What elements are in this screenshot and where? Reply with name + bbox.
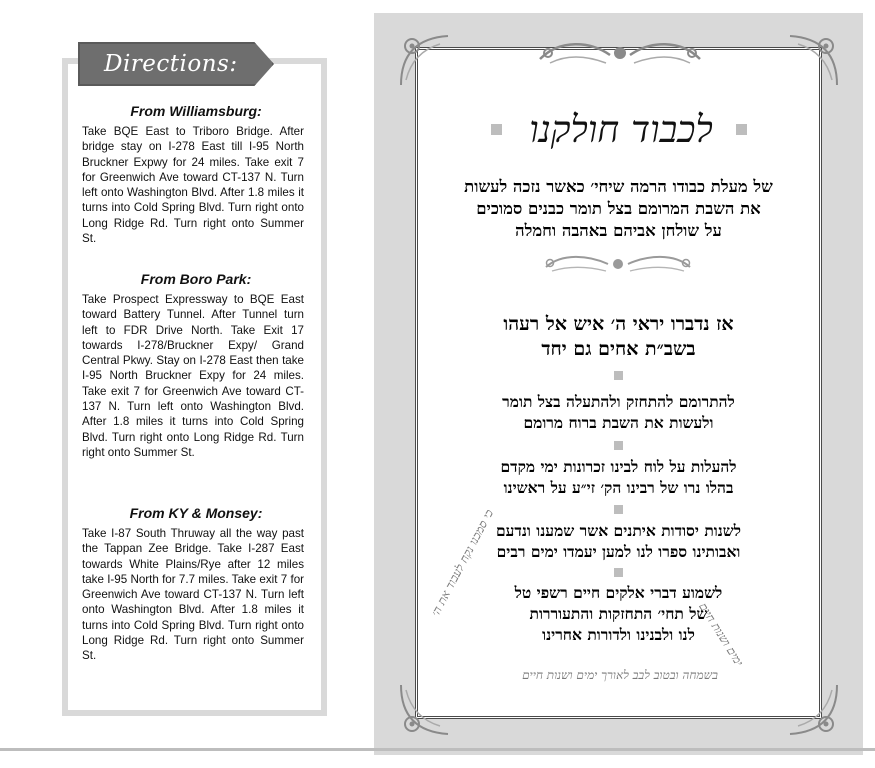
bullet-square	[614, 568, 623, 577]
point-3-line-2: ואבותינו ספרו לנו למען יעמדו ימים רבים	[496, 542, 741, 561]
section-heading-williamsburg: From Williamsburg:	[130, 103, 262, 119]
ornament-top-icon	[530, 37, 710, 71]
point-1-line-1: להתרומם להתחזק ולהתעלה בצל תומר	[502, 392, 735, 411]
directions-title: Directions:	[104, 51, 238, 77]
title-square-left	[491, 124, 502, 135]
point-3-line-1: לשנות יסודות איתנים אשר שמענו ונדעם	[495, 521, 742, 540]
ornament-middle-icon	[538, 249, 698, 279]
arc-text-right: ימים ושנות חיים	[696, 600, 747, 669]
flourish-top-right-icon	[782, 30, 842, 90]
arc-text-left: כי סמכנו נקח לעבוד את ה׳	[428, 507, 497, 619]
bullet-square	[614, 441, 623, 450]
section-text-ky-monsey: Take I-87 South Thruway all the way past the Tappan Zee Bridge. Take I-287 East towards White Plains/Rye after 12 miles take I-95 North for 7.7 miles. Take exit 7 for Greenwich Ave toward CT-137 N. Turn left onto Washington Blvd. After 1.8 miles it turns into Cold Spring Blvd. Turn right onto Long Ridge Rd. Turn right onto Summer St.	[82, 527, 304, 663]
bullet-square	[614, 371, 623, 380]
point-1-line-2: ולעשות את השבת ברוח מרומם	[523, 413, 714, 432]
point-2-line-2: בהלו נרו של רבינו הק׳ זי״ע על ראשינו	[503, 478, 734, 497]
point-4-line-3: לנו ולבנינו ולדורות אחרינו	[542, 625, 695, 644]
headline-line-1: אז נדברו יראי ה׳ איש אל רעהו	[503, 313, 734, 335]
point-4-line-2: של תחי׳ התחזקות והתעוררות	[529, 604, 708, 623]
flourish-bottom-left-icon	[396, 680, 456, 740]
flourish-bottom-right-icon	[782, 680, 842, 740]
flourish-top-left-icon	[396, 30, 456, 90]
intro-line-3: על שולחן אביהם באהבה וחמלה	[515, 221, 722, 240]
point-4-line-1: לשמוע דברי אלקים חיים רשפי טל	[514, 583, 723, 602]
section-text-williamsburg: Take BQE East to Triboro Bridge. After bridge stay on I-278 East till I-95 North Bruckner Expwy for 24 miles. Take exit 7 for Greenwich Ave toward CT-137 N. Turn left onto Washington Blvd. After 1.8 miles it turns into Cold Spring Blvd. Turn right onto Long Ridge Rd. Turn right onto Summer St.	[82, 125, 304, 246]
point-2-line-1: להעלות על לוח לבינו זכרונות ימי מקדם	[500, 457, 737, 476]
headline-line-2: בשב״ת אחים גם יחד	[541, 338, 696, 360]
bullet-square	[614, 505, 623, 514]
section-heading-boro-park: From Boro Park:	[140, 271, 252, 287]
section-heading-ky-monsey: From KY & Monsey:	[129, 505, 263, 521]
arc-text-bottom: בשמחה ובטוב לבב לאורך ימים ושנות חיים	[522, 668, 718, 682]
invitation-title: לכבוד חולקנו	[529, 108, 713, 151]
section-text-boro-park: Take Prospect Expressway to BQE East toward Battery Tunnel. After Tunnel turn left to FDR Drive North. Take Exit 17 towards I-278/Bruckner Expy/ Grand Central Pkwy. Stay on I-278 East then take I-95 North Bruckner Expy for 24 miles. Take exit 7 for Greenwich Ave toward CT-137 N. Turn left onto Washington Blvd. After 1.8 miles it turns into Cold Spring Blvd. Turn right onto Long Ridge Rd. Turn right onto Summer St.	[82, 293, 304, 459]
intro-line-2: את השבת המרומם בצל תומר כבנים סמוכים	[476, 199, 761, 218]
bottom-divider	[0, 748, 875, 751]
intro-line-1: של מעלת כבודו הרמה שיחי׳ כאשר נזכה לעשות	[464, 177, 773, 196]
title-square-right	[736, 124, 747, 135]
